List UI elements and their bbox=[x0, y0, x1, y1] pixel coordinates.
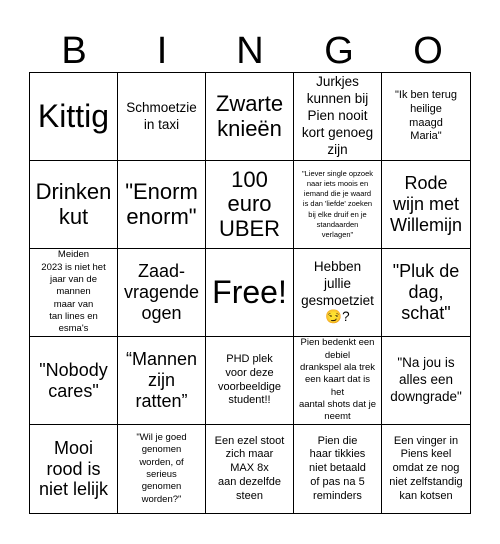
bingo-cell[interactable] bbox=[30, 249, 118, 337]
free-space-text: Free! bbox=[212, 273, 287, 310]
bingo-cell[interactable] bbox=[294, 337, 382, 425]
header-letter-n: N bbox=[236, 30, 264, 72]
cell-text: "Liever single opzoek naar iets moois en iemand die je waard is dan 'liefde' zoeken bij elke druif en je standaarden verlagen" bbox=[301, 169, 374, 239]
bingo-cell[interactable] bbox=[118, 249, 206, 337]
bingo-header bbox=[30, 28, 472, 74]
cell-text: Jurkjes kunnen bij Pien nooit kort genoeg zijn bbox=[301, 74, 374, 157]
cell-text: Pien bedenkt een debiel drankspel ala trek een kaart dat is het aantal shots dat je neemt bbox=[298, 337, 377, 423]
cell-text: PHD plek voor deze voorbeeldige student!! bbox=[218, 353, 281, 407]
bingo-cell[interactable] bbox=[206, 161, 294, 249]
cell-text: Schmoetzie in taxi bbox=[126, 99, 197, 132]
header-letter-i: I bbox=[156, 30, 168, 72]
cell-text: Kittig bbox=[37, 97, 110, 134]
bingo-cell[interactable] bbox=[382, 337, 470, 425]
cell-text: Hebben jullie gesmoetziet 😏? bbox=[301, 258, 374, 325]
cell-text: 100 euro UBER bbox=[218, 166, 281, 241]
bingo-cell[interactable] bbox=[30, 337, 118, 425]
bingo-cell[interactable] bbox=[206, 337, 294, 425]
bingo-cell[interactable] bbox=[118, 337, 206, 425]
bingo-cell[interactable] bbox=[382, 73, 470, 161]
bingo-cell[interactable] bbox=[294, 73, 382, 161]
bingo-cell[interactable] bbox=[294, 425, 382, 513]
cell-text: "Na jou is alles een downgrade" bbox=[390, 355, 462, 404]
bingo-free-cell[interactable] bbox=[206, 249, 294, 337]
bingo-cell[interactable] bbox=[30, 161, 118, 249]
cell-text: Zwarte knieën bbox=[215, 90, 284, 141]
bingo-cell[interactable] bbox=[294, 249, 382, 337]
cell-text: Zaad- vragende ogen bbox=[123, 261, 200, 323]
bingo-cell[interactable] bbox=[382, 425, 470, 513]
header-letter-b: B bbox=[61, 30, 87, 72]
cell-text: Mooi rood is niet lelijk bbox=[38, 437, 109, 500]
bingo-cell[interactable] bbox=[30, 425, 118, 513]
cell-text: "Ik ben terug heilige maagd Maria" bbox=[395, 89, 457, 143]
bingo-cell[interactable] bbox=[382, 249, 470, 337]
cell-text: "Nobody cares" bbox=[39, 359, 108, 401]
bingo-cell[interactable] bbox=[118, 73, 206, 161]
bingo-grid bbox=[29, 72, 471, 514]
cell-text: "Pluk de dag, schat" bbox=[392, 261, 460, 323]
cell-text: "Enorm enorm" bbox=[125, 178, 198, 229]
cell-text: “Mannen zijn ratten” bbox=[125, 349, 198, 411]
cell-text: Rode wijn met Willemijn bbox=[390, 173, 462, 235]
cell-text: Pien die haar tikkies niet betaald of pas na 5 reminders bbox=[309, 434, 366, 502]
header-letter-o: O bbox=[413, 30, 443, 72]
bingo-cell[interactable] bbox=[206, 73, 294, 161]
cell-text: Drinken kut bbox=[35, 178, 112, 229]
bingo-cell[interactable] bbox=[294, 161, 382, 249]
cell-text: Een ezel stoot zich maar MAX 8x aan dezelfde steen bbox=[214, 434, 285, 502]
cell-text: Een vinger in Piens keel omdat ze nog niet zelfstandig kan kotsen bbox=[389, 434, 463, 502]
cell-text: Meiden 2023 is niet het jaar van de mannen maar van tan lines en esma's bbox=[41, 249, 106, 335]
header-letter-g: G bbox=[324, 30, 354, 72]
bingo-cell[interactable] bbox=[30, 73, 118, 161]
bingo-cell[interactable] bbox=[118, 425, 206, 513]
bingo-cell[interactable] bbox=[118, 161, 206, 249]
cell-text: "Wil je goed genomen worden, of serieus genomen worden?" bbox=[136, 431, 187, 505]
bingo-cell[interactable] bbox=[206, 425, 294, 513]
bingo-cell[interactable] bbox=[382, 161, 470, 249]
